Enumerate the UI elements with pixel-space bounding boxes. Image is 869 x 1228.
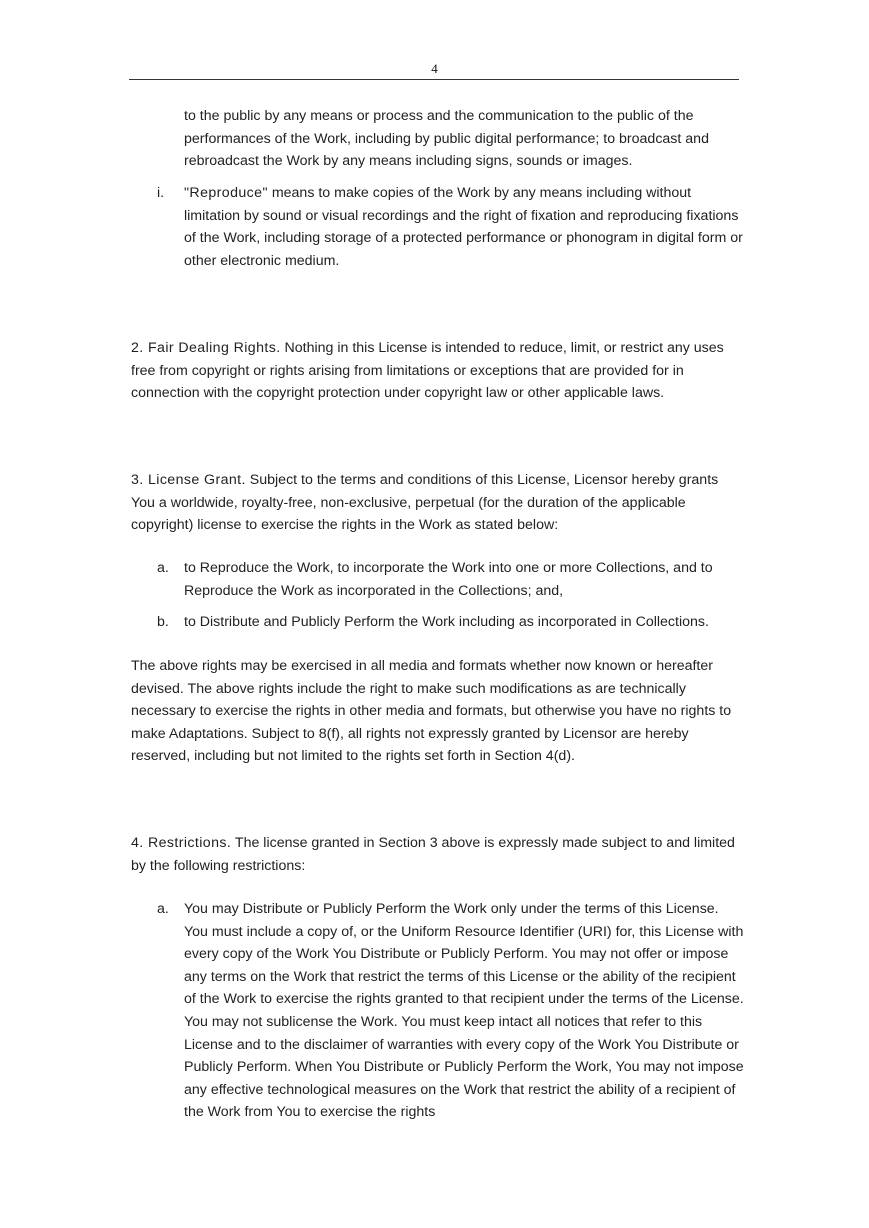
section-restrictions	[131, 832, 741, 877]
section-text: Subject to the terms and conditions of this License, Licensor hereby grants You a worldwide, royalty-free, non-exclusive, perpetual (for the duration of the applicable copyright) license to exercise the rights in the Work as stated below:	[131, 472, 719, 534]
license-grant-closing: The above rights may be exercised in all media and formats whether now known or hereafter devised. The above rights include the right to make such modifications as are technically necessary to exercise the rights in other media and formats, but otherwise you have no rights to make Adaptations. Subject to 8(f), all rights not expressly granted by Licensor are hereby reserved, including but not limited to the rights set forth in Section 4(d).	[131, 658, 732, 765]
header-rule	[129, 79, 739, 80]
section-fair-dealing	[131, 337, 741, 405]
list-marker: a.	[157, 901, 169, 917]
section-heading: 4. Restrictions.	[131, 835, 232, 851]
section-text: The license granted in Section 3 above is expressly made subject to and limited by the following restrictions:	[131, 835, 735, 874]
definition-term: "Reproduce"	[184, 185, 268, 201]
list-item: to Distribute and Publicly Perform the Work including as incorporated in Collections.	[184, 614, 709, 630]
page-number: 4	[431, 61, 438, 76]
list-marker: a.	[157, 560, 169, 576]
definition-reproduce	[184, 182, 744, 272]
list-item: You may Distribute or Publicly Perform the Work only under the terms of this License. You must include a copy of, or the Uniform Resource Identifier (URI) for, this License with every copy of the Work You Distribute or Publicly Perform. You may not offer or impose any terms on the Work that restrict the terms of this License or the ability of the recipient of the Work to exercise the rights granted to that recipient under the terms of the License. You may not sublicense the Work. You must keep intact all notices that refer to this License and to the disclaimer of warranties with every copy of the Work You Distribute or Publicly Perform. When You Distribute or Publicly Perform the Work, You may not impose any effective technological measures on the Work that restrict the ability of a recipient of the Work from You to exercise the rights	[184, 901, 744, 1121]
definition-continuation: to the public by any means or process and the communication to the public of the performances of the Work, including by public digital performance; to broadcast and rebroadcast the Work by any means including signs, sounds or images.	[184, 108, 709, 170]
definition-text: means to make copies of the Work by any means including without limitation by sound or visual recordings and the right of fixation and reproducing fixations of the Work, including storage of a protected performance or phonogram in digital form or other electronic medium.	[184, 185, 743, 269]
list-marker: b.	[157, 614, 169, 630]
section-license-grant	[131, 469, 741, 537]
list-item: to Reproduce the Work, to incorporate the Work into one or more Collections, and to Reproduce the Work as incorporated in the Collections; and,	[184, 560, 713, 599]
definition-marker-i: i.	[157, 185, 165, 201]
section-heading: 3. License Grant.	[131, 472, 246, 488]
section-heading: 2. Fair Dealing Rights.	[131, 340, 281, 356]
section-text: Nothing in this License is intended to reduce, limit, or restrict any uses free from copyright or rights arising from limitations or exceptions that are provided for in connection with the copyright protection under copyright law or other applicable laws.	[131, 340, 724, 402]
